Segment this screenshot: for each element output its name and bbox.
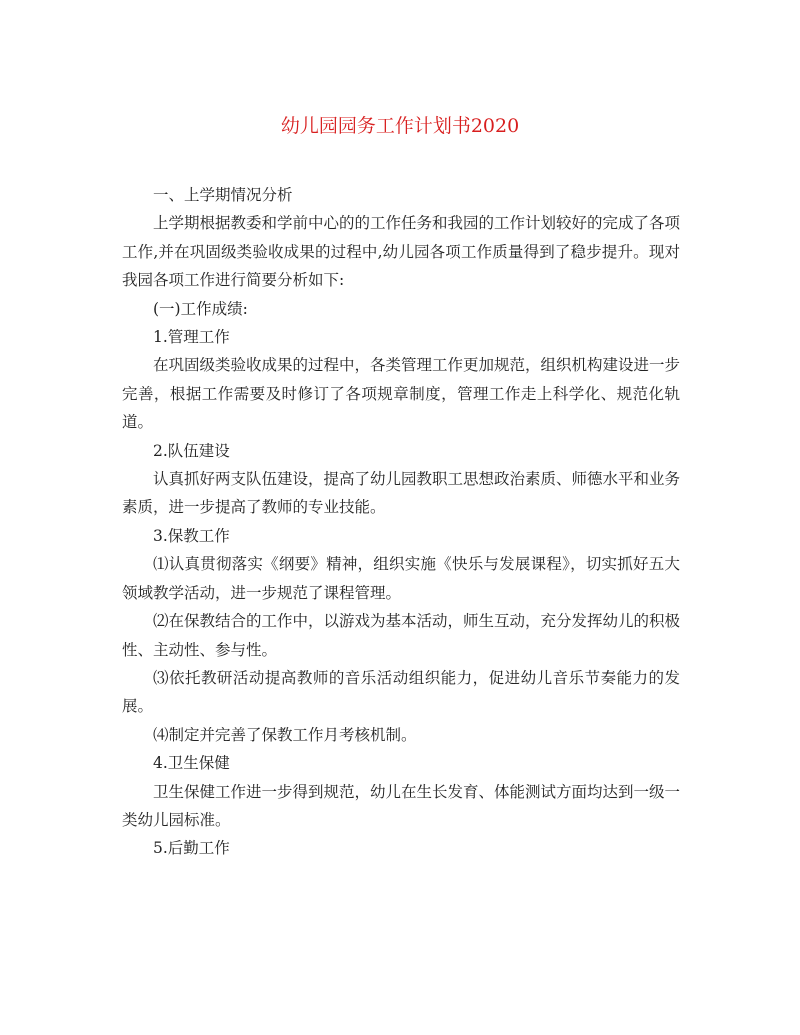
item-heading: 1.管理工作 — [153, 328, 230, 347]
body-paragraph: 在巩固级类验收成果的过程中，各类管理工作更加规范，组织机构建设进一步完善，根据工作需要及时修订了各项规章制度，管理工作走上科学化、规范化轨道。 — [122, 356, 681, 432]
list-item: ⑷制定并完善了保教工作月考核机制。 — [153, 725, 417, 744]
subsection-heading: (一)工作成绩: — [153, 299, 248, 318]
list-item: ⑴认真贯彻落实《纲要》精神，组织实施《快乐与发展课程》，切实抓好五大领域教学活动，进一步规范了课程管理。 — [122, 555, 680, 602]
item-heading: 5.后勤工作 — [153, 839, 230, 858]
document-body — [122, 181, 680, 863]
item-heading: 2.队伍建设 — [153, 441, 230, 460]
body-paragraph: 上学期根据教委和学前中心的的工作任务和我园的工作计划较好的完成了各项工作,并在巩固级类验收成果的过程中,幼儿园各项工作质量得到了稳步提升。现对我园各项工作进行简要分析如下: — [122, 214, 681, 290]
body-paragraph: 认真抓好两支队伍建设，提高了幼儿园教职工思想政治素质、师德水平和业务素质，进一步提高了教师的专业技能。 — [122, 470, 681, 517]
document-title: 幼儿园园务工作计划书2020 — [280, 115, 520, 137]
list-item: ⑶依托教研活动提高教师的音乐活动组织能力，促进幼儿音乐节奏能力的发展。 — [122, 668, 680, 716]
body-paragraph: 卫生保健工作进一步得到规范，幼儿在生长发育、体能测试方面均达到一级一类幼儿园标准。 — [122, 782, 681, 829]
list-item: ⑵在保教结合的工作中，以游戏为基本活动，师生互动，充分发挥幼儿的积极性、主动性、参与性。 — [122, 612, 681, 659]
section-heading: 一、上学期情况分析 — [153, 186, 293, 204]
item-heading: 4.卫生保健 — [153, 754, 230, 773]
item-heading: 3.保教工作 — [153, 526, 230, 545]
